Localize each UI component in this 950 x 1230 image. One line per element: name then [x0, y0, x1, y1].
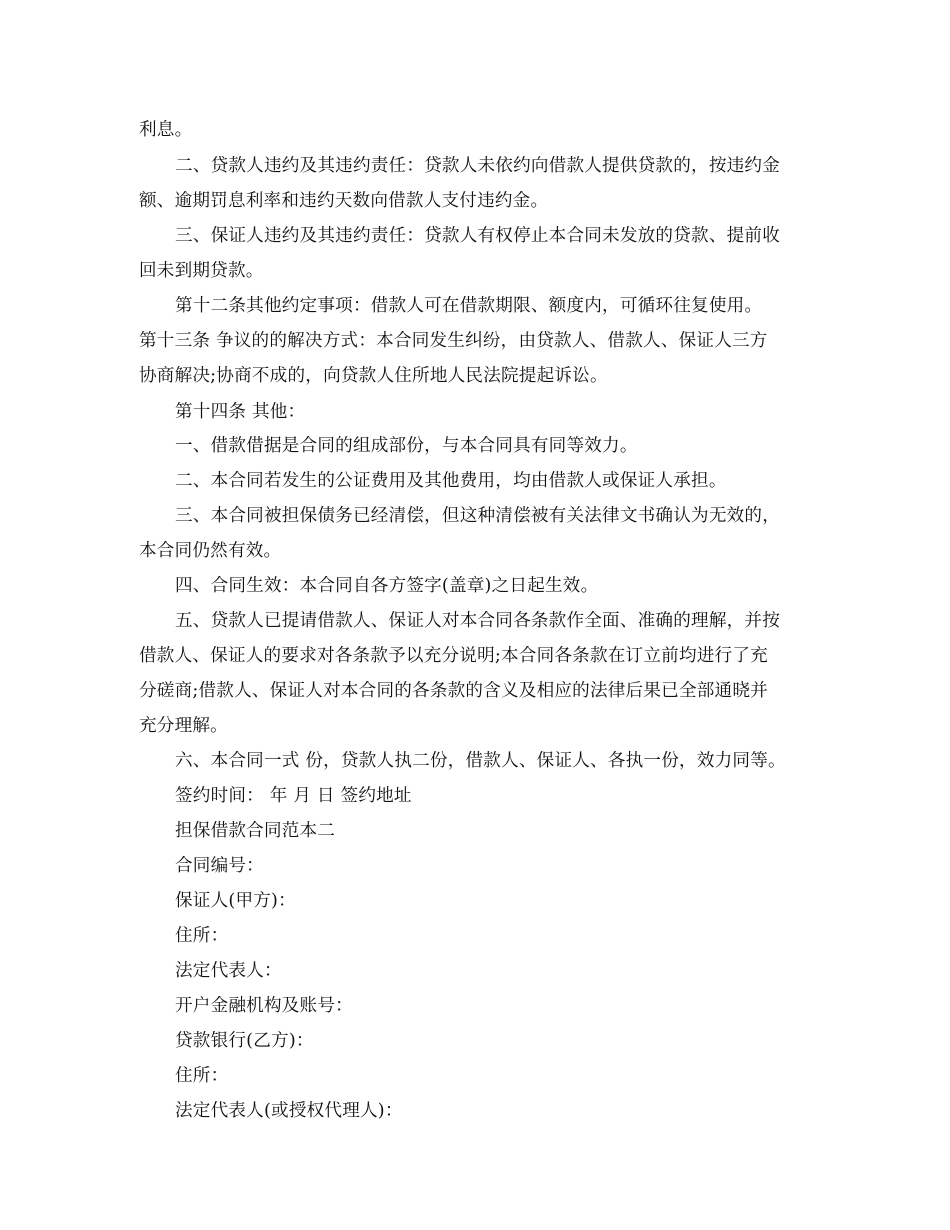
- text-line: 充分理解。: [139, 716, 228, 736]
- text-line: 开户金融机构及账号：: [175, 996, 353, 1016]
- text-line: 保证人(甲方)：: [175, 891, 296, 911]
- text-line: 分磋商;借款人、保证人对本合同的各条款的含义及相应的法律后果已全部通晓并: [139, 681, 768, 701]
- text-line: 额、逾期罚息利率和违约天数向借款人支付违约金。: [139, 191, 549, 211]
- text-line: 五、贷款人已提请借款人、保证人对本合同各条款作全面、准确的理解，并按: [175, 611, 780, 631]
- text-line: 担保借款合同范本二: [175, 821, 336, 841]
- text-line: 合同编号：: [175, 856, 264, 876]
- text-line: 六、本合同一式 份，贷款人执二份，借款人、保证人、各执一份，效力同等。: [175, 751, 786, 771]
- text-line: 二、贷款人违约及其违约责任：贷款人未依约向借款人提供贷款的，按违约金: [175, 156, 780, 176]
- text-line: 贷款银行(乙方)：: [175, 1031, 314, 1051]
- text-line: 法定代表人：: [175, 961, 282, 981]
- text-line: 住所：: [175, 1066, 229, 1086]
- text-line: 回未到期贷款。: [139, 261, 264, 281]
- text-line: 第十三条 争议的的解决方式：本合同发生纠纷，由贷款人、借款人、保证人三方: [139, 331, 768, 351]
- text-line: 签约时间： 年 月 日 签约地址: [175, 786, 412, 806]
- text-line: 借款人、保证人的要求对各条款予以充分说明;本合同各条款在订立前均进行了充: [139, 646, 768, 666]
- text-line: 三、本合同被担保债务已经清偿，但这种清偿被有关法律文书确认为无效的，: [175, 506, 780, 526]
- text-line: 法定代表人(或授权代理人)：: [175, 1101, 403, 1121]
- text-line: 第十四条 其他：: [175, 402, 306, 422]
- text-line: 住所：: [175, 926, 229, 946]
- text-line: 第十二条其他约定事项：借款人可在借款期限、额度内，可循环往复使用。: [175, 296, 763, 316]
- text-line: 利息。: [139, 120, 193, 140]
- text-line: 二、本合同若发生的公证费用及其他费用，均由借款人或保证人承担。: [175, 471, 727, 491]
- text-line: 协商解决;协商不成的，向贷款人住所地人民法院提起诉讼。: [139, 366, 608, 386]
- text-line: 四、合同生效：本合同自各方签字(盖章)之日起生效。: [175, 576, 599, 596]
- text-line: 三、保证人违约及其违约责任：贷款人有权停止本合同未发放的贷款、提前收: [175, 226, 780, 246]
- text-line: 本合同仍然有效。: [139, 541, 282, 561]
- text-line: 一、借款借据是合同的组成部份，与本合同具有同等效力。: [175, 436, 638, 456]
